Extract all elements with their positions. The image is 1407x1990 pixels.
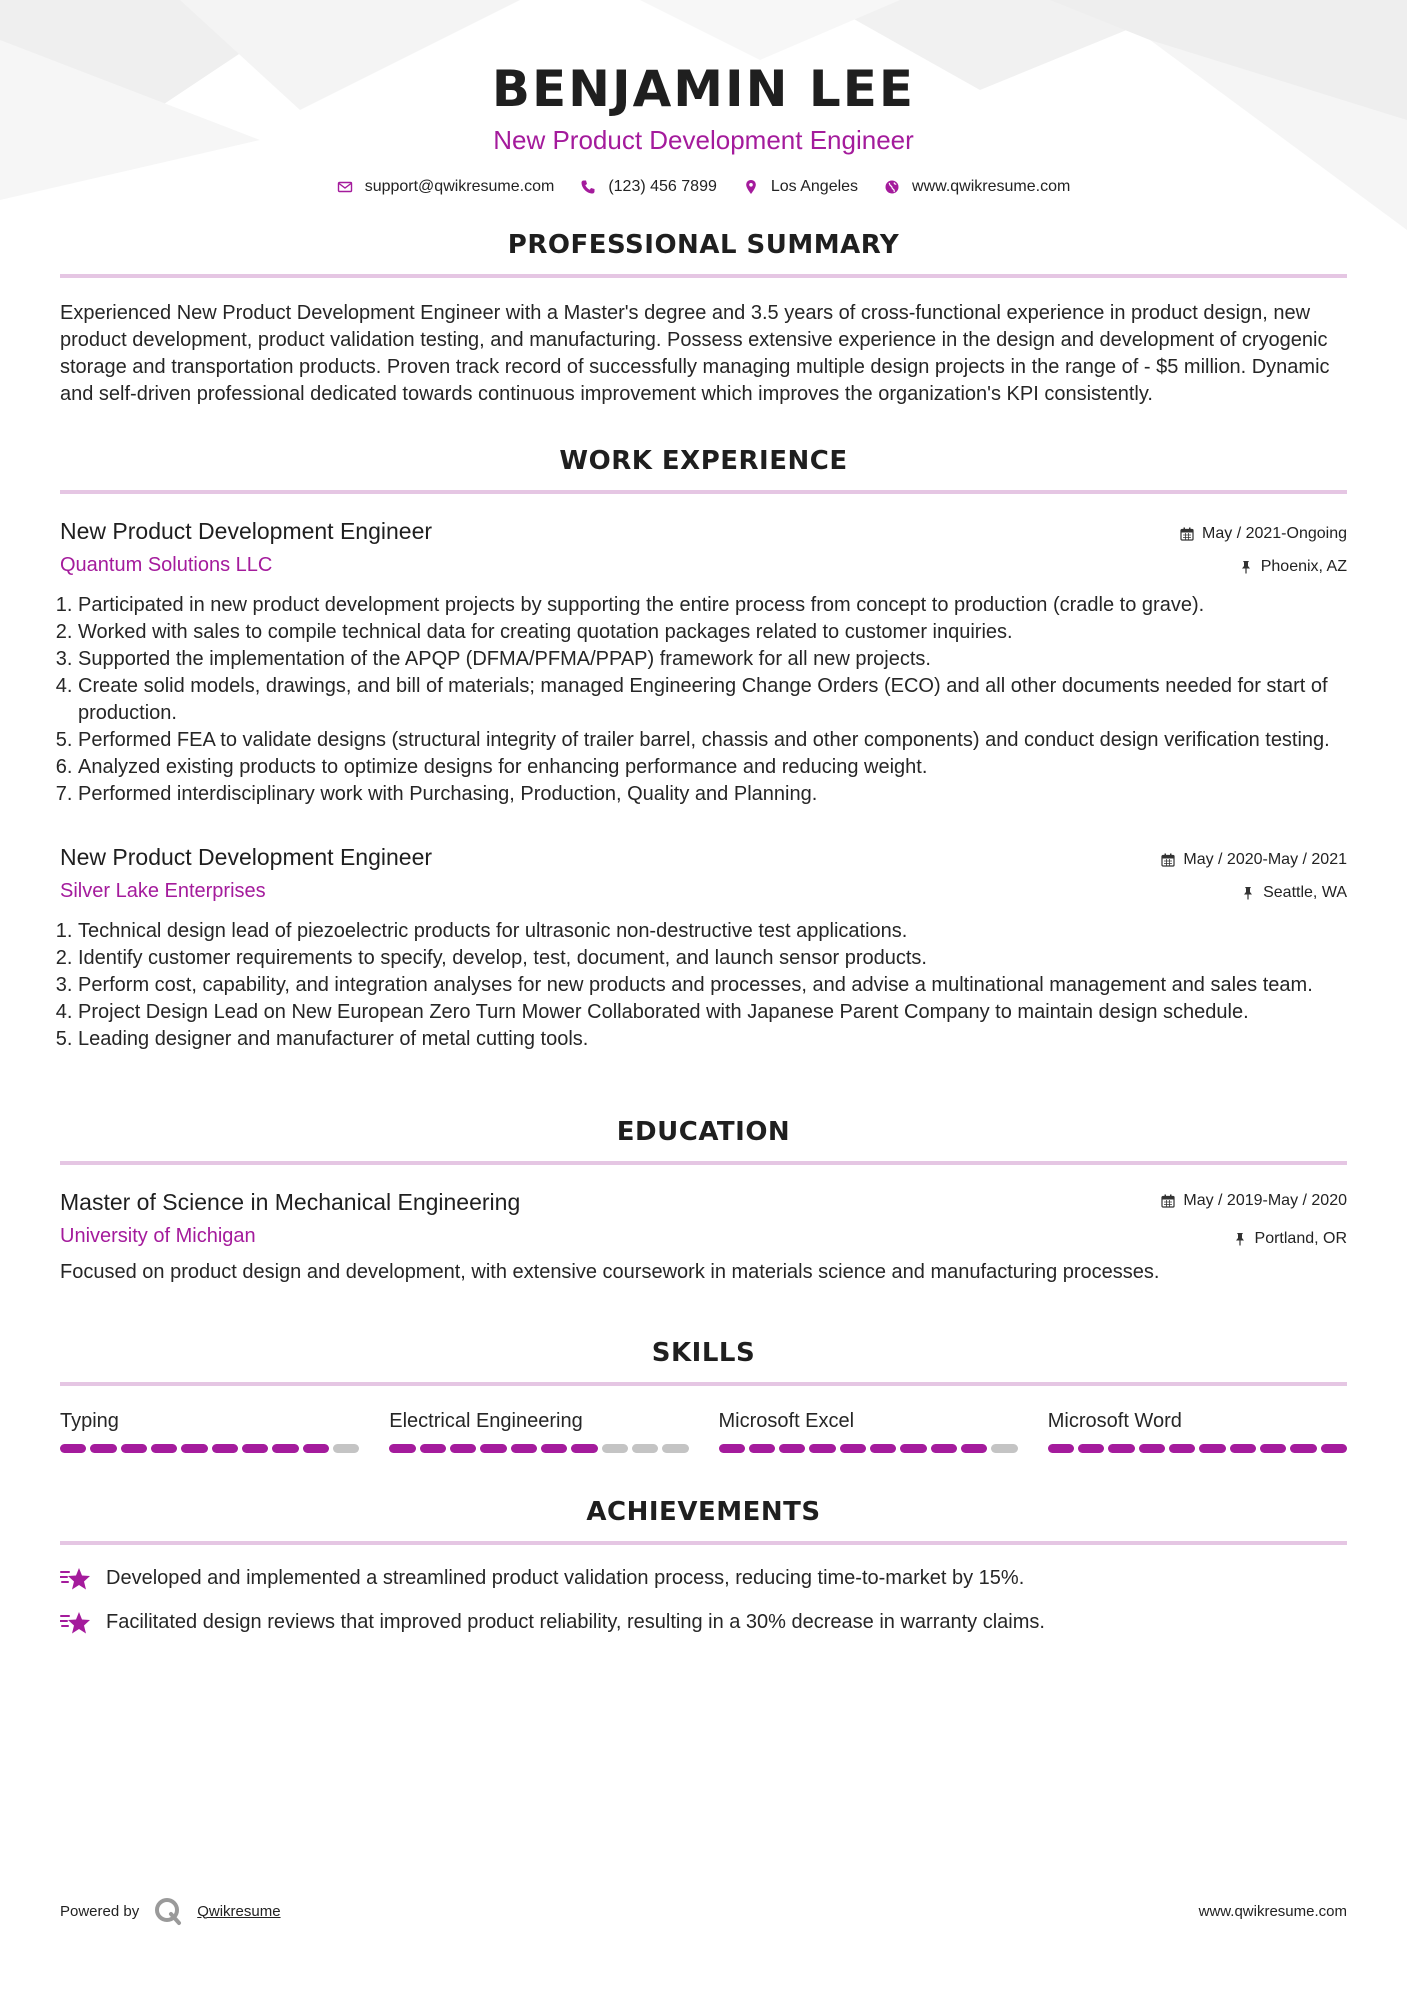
calendar-icon	[1161, 1194, 1175, 1208]
skill-segment-filled	[1108, 1444, 1134, 1453]
achievement-text: Developed and implemented a streamlined product validation process, reducing time-to-market by 15%.	[106, 1567, 1025, 1589]
education-location: Portland, OR	[1254, 1230, 1347, 1247]
star-icon	[60, 1566, 92, 1592]
powered-by-label: Powered by	[60, 1902, 140, 1920]
job-bullet: 3. Supported the implementation of the APQP (DFMA/PFMA/PPAP) framework for all new projects.	[78, 646, 1347, 673]
contact-website-text: www.qwikresume.com	[912, 178, 1071, 195]
skill-segment-filled	[1199, 1444, 1225, 1453]
skill-level-bar	[1048, 1444, 1347, 1453]
footer-website[interactable]: www.qwikresume.com	[1198, 1902, 1347, 1920]
skill-name: Typing	[60, 1410, 119, 1432]
achievements-title: ACHIEVEMENTS	[60, 1497, 1347, 1545]
contact-location-text: Los Angeles	[770, 178, 859, 195]
skill-segment-filled	[571, 1444, 597, 1453]
map-pin-icon	[743, 179, 759, 195]
job-bullet: 2. Identify customer requirements to specify, develop, test, document, and launch sensor products.	[78, 945, 1347, 972]
job-bullet: 1. Technical design lead of piezoelectric products for ultrasonic non-destructive test applications.	[78, 918, 1347, 945]
skill-segment-filled	[272, 1444, 298, 1453]
achievement-item	[60, 1609, 1347, 1636]
job-entry	[60, 842, 1347, 1053]
skill-segment-filled	[420, 1444, 446, 1453]
job-bullet: 7. Performed interdisciplinary work with Purchasing, Production, Quality and Planning.	[78, 781, 1347, 808]
skill-segment-empty	[602, 1444, 628, 1453]
pushpin-icon	[1239, 560, 1253, 574]
skill-segment-filled	[961, 1444, 987, 1453]
summary-title: PROFESSIONAL SUMMARY	[60, 230, 1347, 278]
job-bullet: 1. Participated in new product development projects by supporting the entire process from concept to production (cradle to grave).	[78, 592, 1347, 619]
job-location: Phoenix, AZ	[1260, 558, 1347, 575]
skill-segment-filled	[1290, 1444, 1316, 1453]
skill-segment-filled	[60, 1444, 86, 1453]
skill-segment-empty	[333, 1444, 359, 1453]
pushpin-icon	[1241, 886, 1255, 900]
skill-segment-filled	[1169, 1444, 1195, 1453]
skill-segment-filled	[242, 1444, 268, 1453]
resume-header	[60, 0, 1347, 196]
contact-phone-text: (123) 456 7899	[608, 178, 717, 195]
experience-title: WORK EXPERIENCE	[60, 446, 1347, 494]
job-company: Silver Lake Enterprises	[60, 880, 266, 902]
skill-segment-empty	[632, 1444, 658, 1453]
education-dates: May / 2019-May / 2020	[1183, 1192, 1347, 1209]
achievement-item	[60, 1565, 1347, 1592]
achievement-text: Facilitated design reviews that improved product reliability, resulting in a 30% decrease in warranty claims.	[106, 1611, 1045, 1633]
job-bullet: 2. Worked with sales to compile technical data for creating quotation packages related to customer inquiries.	[78, 619, 1347, 646]
skill-segment-filled	[779, 1444, 805, 1453]
skill-segment-filled	[1078, 1444, 1104, 1453]
skill-segment-filled	[1139, 1444, 1165, 1453]
skill-segment-filled	[749, 1444, 775, 1453]
skill-segment-filled	[870, 1444, 896, 1453]
job-bullet: 4. Create solid models, drawings, and bill of materials; managed Engineering Change Orders (ECO) and all other documents needed for start of production.	[78, 673, 1347, 727]
contact-location	[743, 178, 858, 196]
contact-email[interactable]	[337, 178, 555, 196]
candidate-name: BENJAMIN LEE	[491, 60, 916, 118]
job-bullet: 6. Analyzed existing products to optimize designs for enhancing performance and reducing weight.	[78, 754, 1347, 781]
skill-segment-filled	[181, 1444, 207, 1453]
skill-segment-filled	[303, 1444, 329, 1453]
star-icon	[60, 1610, 92, 1636]
skill-name: Electrical Engineering	[389, 1410, 583, 1432]
skill-segment-filled	[809, 1444, 835, 1453]
contact-email-text: support@qwikresume.com	[364, 178, 555, 195]
job-bullet: 5. Performed FEA to validate designs (structural integrity of trailer barrel, chassis and other components) and conduct design verification testing.	[78, 727, 1347, 754]
skill-item	[60, 1408, 359, 1453]
job-bullet: 5. Leading designer and manufacturer of metal cutting tools.	[78, 1026, 1347, 1053]
job-bullets	[60, 918, 1347, 1053]
skills-list	[60, 1408, 1347, 1453]
achievements-list	[60, 1565, 1347, 1636]
skill-segment-filled	[121, 1444, 147, 1453]
skill-segment-filled	[389, 1444, 415, 1453]
education-description: Focused on product design and development, with extensive coursework in materials science and manufacturing processes.	[60, 1261, 1160, 1283]
skill-segment-filled	[541, 1444, 567, 1453]
school-name: University of Michigan	[60, 1225, 256, 1247]
summary-text: Experienced New Product Development Engineer with a Master's degree and 3.5 years of cross-functional experience in product design, new product development, product validation testing, and manufacturing. Possess extensive experience in the design and development of cryogenic storage and transportation products. Proven track record of successfully managing multiple design projects in the range of - $5 million. Dynamic and self-driven professional dedicated towards continuous improvement which improves the organization's KPI consistently.	[60, 302, 1330, 405]
skill-segment-filled	[212, 1444, 238, 1453]
skills-title: SKILLS	[60, 1338, 1347, 1386]
skill-segment-empty	[662, 1444, 688, 1453]
achievements-section	[60, 1497, 1347, 1636]
calendar-icon	[1161, 853, 1175, 867]
skill-segment-filled	[90, 1444, 116, 1453]
skill-segment-filled	[1260, 1444, 1286, 1453]
skill-segment-filled	[1230, 1444, 1256, 1453]
degree-title: Master of Science in Mechanical Engineering	[60, 1189, 521, 1215]
skill-segment-filled	[480, 1444, 506, 1453]
skill-segment-filled	[931, 1444, 957, 1453]
calendar-icon	[1180, 527, 1194, 541]
candidate-role: New Product Development Engineer	[493, 125, 914, 155]
experience-section	[60, 446, 1347, 1053]
skill-segment-filled	[511, 1444, 537, 1453]
skill-segment-filled	[900, 1444, 926, 1453]
contact-phone[interactable]	[580, 178, 717, 196]
skill-level-bar	[389, 1444, 688, 1453]
skill-level-bar	[719, 1444, 1018, 1453]
job-company: Quantum Solutions LLC	[60, 554, 273, 576]
summary-section	[60, 230, 1347, 408]
contact-bar	[60, 178, 1347, 196]
job-bullet: 4. Project Design Lead on New European Zero Turn Mower Collaborated with Japanese Parent Company to maintain design schedule.	[78, 999, 1347, 1026]
contact-website[interactable]	[884, 178, 1070, 196]
brand-link[interactable]: Qwikresume	[197, 1902, 281, 1920]
skill-name: Microsoft Word	[1047, 1410, 1182, 1432]
envelope-icon	[337, 179, 353, 195]
qwikresume-logo-icon	[153, 1896, 183, 1926]
job-dates: May / 2020-May / 2021	[1183, 851, 1347, 868]
skill-segment-filled	[1321, 1444, 1347, 1453]
skill-item	[719, 1408, 1018, 1453]
job-dates: May / 2021-Ongoing	[1202, 525, 1347, 542]
job-title: New Product Development Engineer	[60, 844, 433, 870]
job-bullet: 3. Perform cost, capability, and integration analyses for new products and processes, and advise a multinational management and sales team.	[78, 972, 1347, 999]
job-location: Seattle, WA	[1263, 884, 1347, 901]
education-title: EDUCATION	[60, 1117, 1347, 1165]
pushpin-icon	[1233, 1232, 1247, 1246]
skill-segment-filled	[1048, 1444, 1074, 1453]
page-footer	[60, 1896, 1347, 1926]
powered-by	[60, 1896, 281, 1926]
job-title: New Product Development Engineer	[60, 518, 433, 544]
skill-item	[389, 1408, 688, 1453]
skill-segment-empty	[991, 1444, 1017, 1453]
skill-segment-filled	[840, 1444, 866, 1453]
skill-item	[1048, 1408, 1347, 1453]
skill-level-bar	[60, 1444, 359, 1453]
globe-icon	[884, 179, 900, 195]
skills-section	[60, 1338, 1347, 1453]
job-bullets	[60, 592, 1347, 808]
skill-segment-filled	[450, 1444, 476, 1453]
phone-icon	[580, 179, 596, 195]
skill-segment-filled	[719, 1444, 745, 1453]
skill-segment-filled	[151, 1444, 177, 1453]
education-entry	[60, 1187, 1347, 1286]
job-entry	[60, 516, 1347, 808]
skill-name: Microsoft Excel	[718, 1410, 855, 1432]
education-section	[60, 1117, 1347, 1286]
